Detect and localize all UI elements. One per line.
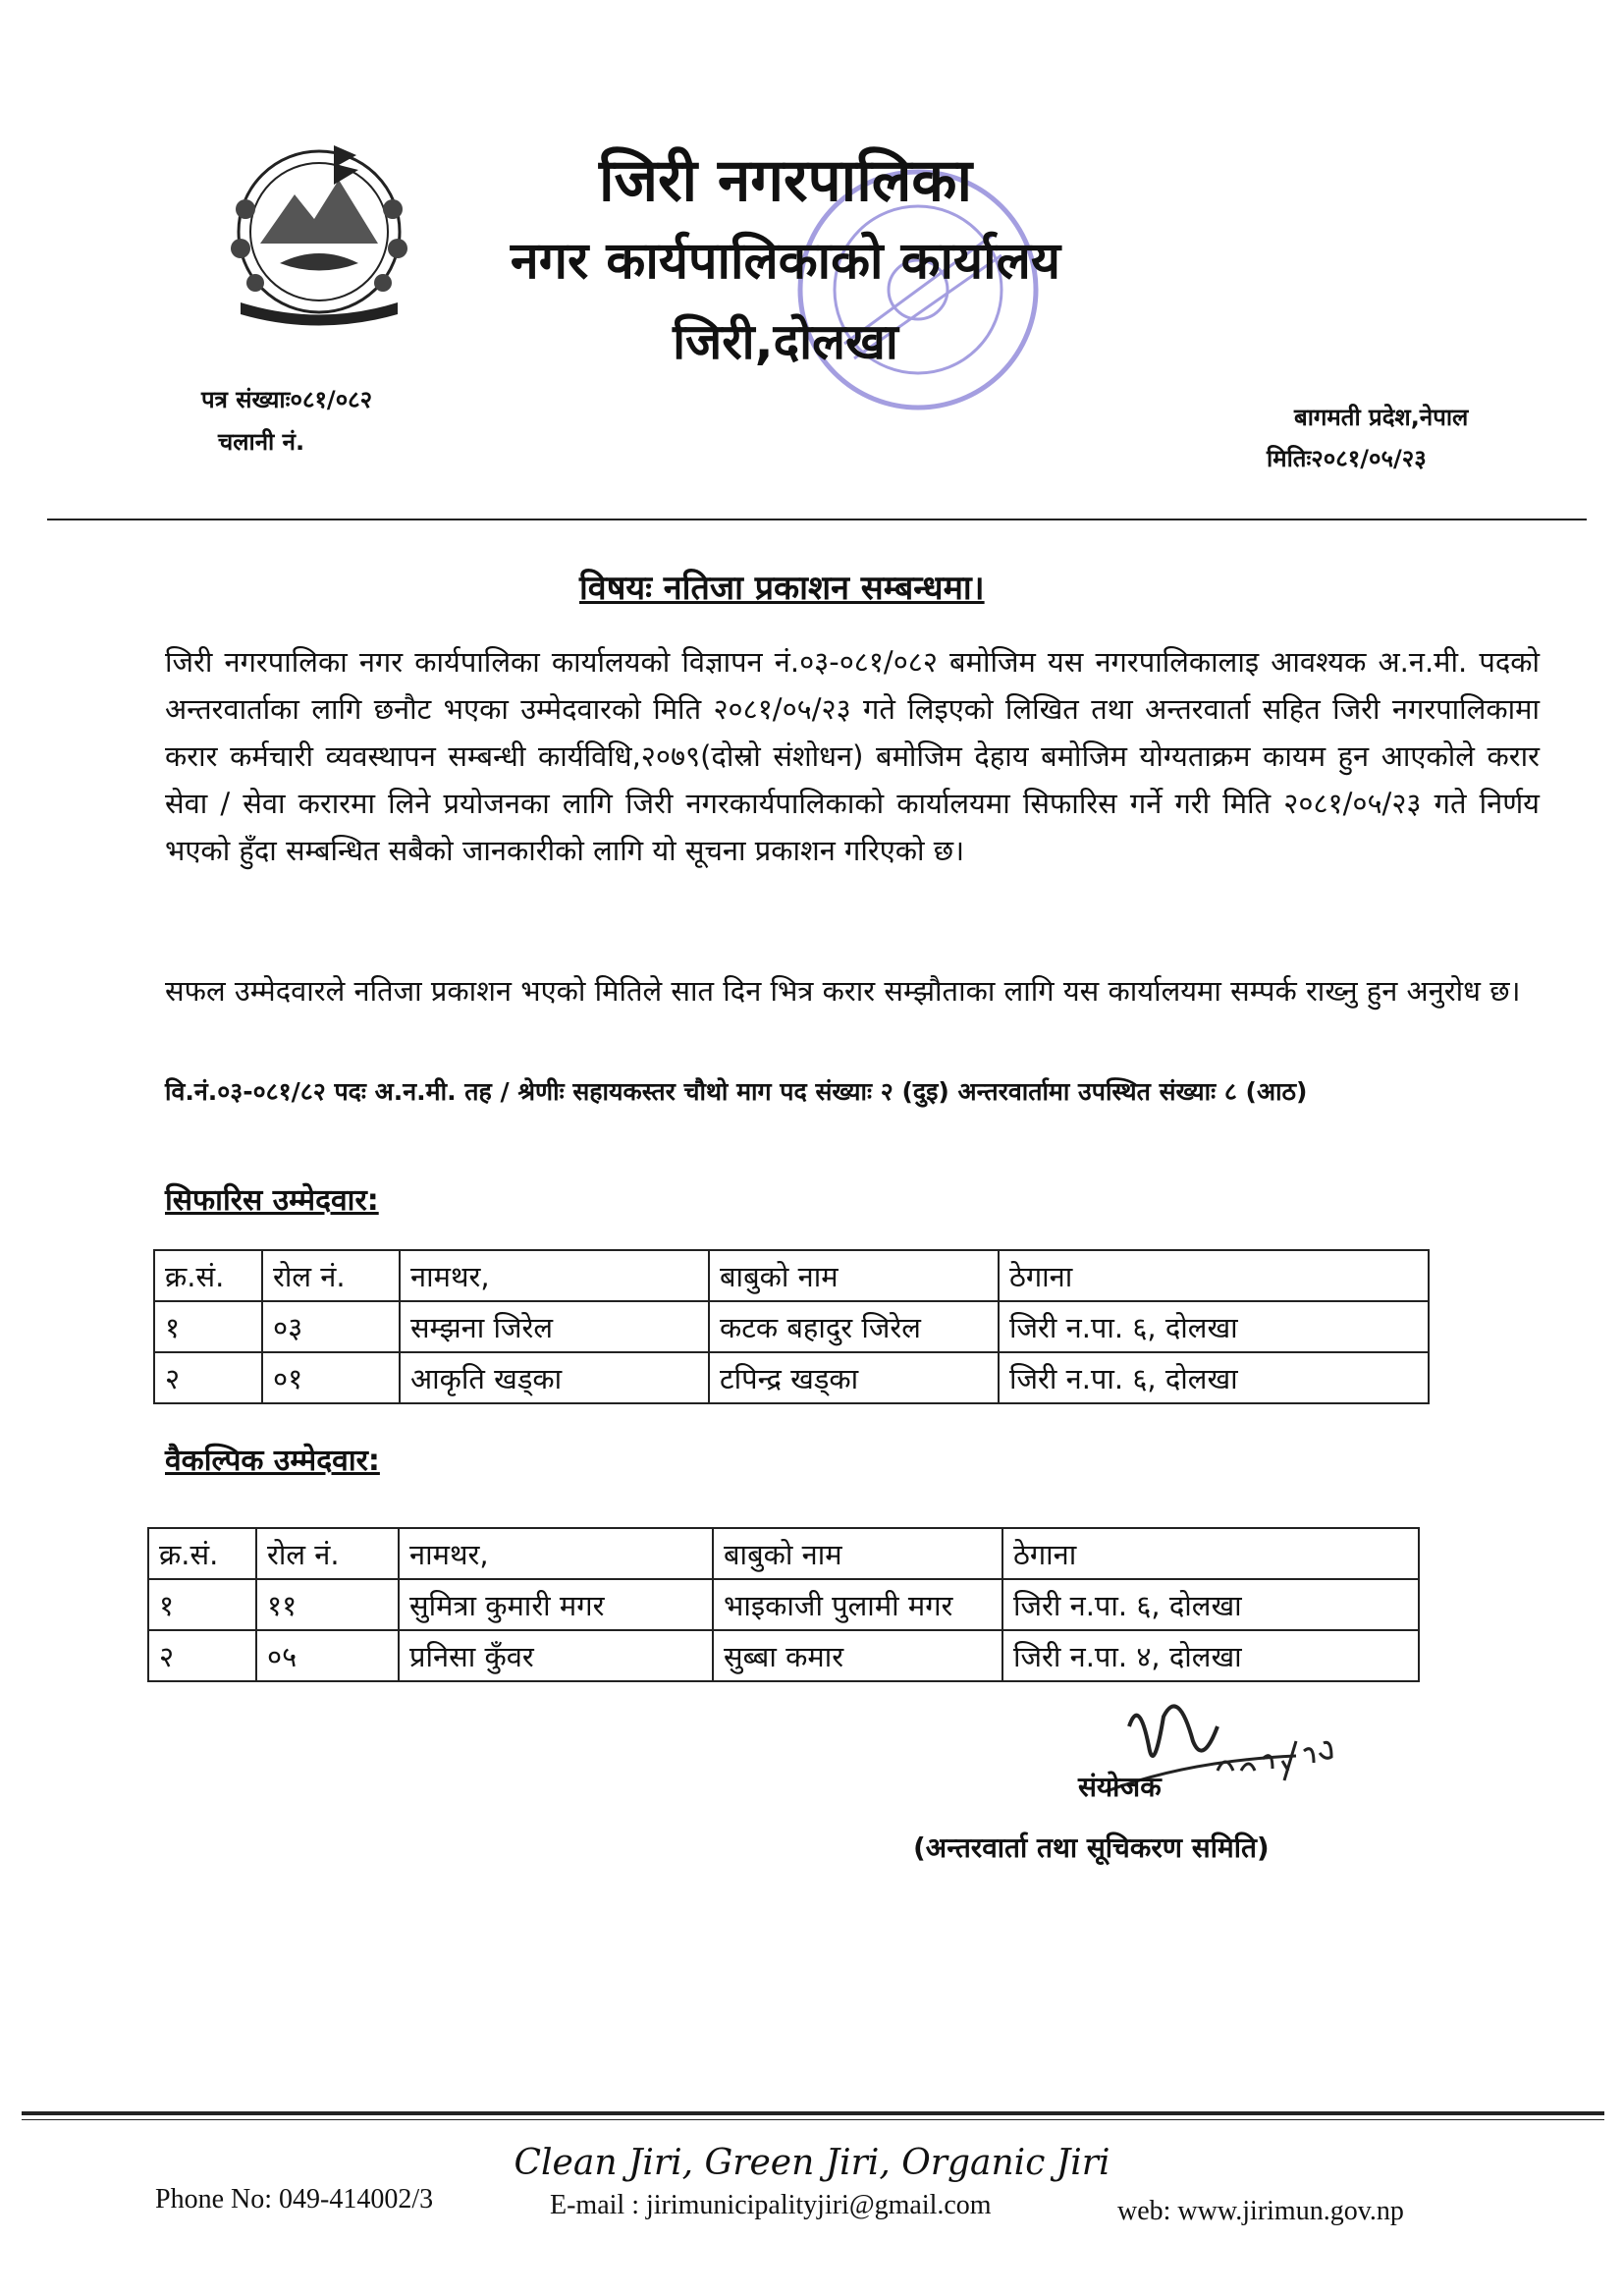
subject-line: विषयः नतिजा प्रकाशन सम्बन्धमा। [579, 569, 985, 608]
table-cell: ११ [256, 1579, 399, 1630]
table-cell: ०५ [256, 1630, 399, 1681]
column-header: क्र.सं. [154, 1250, 262, 1301]
letter-date: मितिः२०८१/०५/२३ [1267, 445, 1427, 472]
table-cell: सुमित्रा कुमारी मगर [399, 1579, 713, 1630]
table-cell: टपिन्द्र खड्का [709, 1352, 999, 1403]
column-header: नामथर, [399, 1528, 713, 1579]
alternate-heading: वैकल्पिक उम्मेदवार: [165, 1444, 380, 1478]
column-header: नामथर, [400, 1250, 709, 1301]
dispatch-number: चलानी नं. [218, 428, 305, 456]
header-divider [47, 519, 1587, 520]
table-row [148, 1579, 1419, 1630]
province-label: बागमती प्रदेश,नेपाल [1294, 404, 1469, 431]
table-cell: १ [148, 1579, 256, 1630]
table-cell: भाइकाजी पुलामी मगर [713, 1579, 1002, 1630]
table-cell: आकृति खड्का [400, 1352, 709, 1403]
column-header: रोल नं. [256, 1528, 399, 1579]
recommended-table [153, 1249, 1430, 1404]
alternate-table [147, 1527, 1420, 1682]
column-header: ठेगाना [1002, 1528, 1419, 1579]
municipality-name: जिरी नगरपालिका [598, 146, 973, 215]
footer-website: web: www.jirimun.gov.np [1117, 2196, 1404, 2226]
column-header: बाबुको नाम [713, 1528, 1002, 1579]
notice-paragraph-2: सफल उम्मेदवारले नतिजा प्रकाशन भएको मितिले सात दिन भित्र करार सम्झौताका लागि यस कार्यालयमा सम्पर्क राख्नु हुन अनुरोध छ। [165, 974, 1521, 1008]
vacancy-details: वि.नं.०३-०८१/८२ पदः अ.न.मी. तह / श्रेणीः सहायकस्तर चौथो माग पद संख्याः २ (दुइ) अन्तरवार्तामा उपस्थित संख्याः ८ (आठ) [165, 1077, 1308, 1106]
table-cell: ०१ [262, 1352, 400, 1403]
table-header-row [154, 1250, 1429, 1301]
nepal-emblem-icon [201, 126, 437, 332]
table-row [148, 1630, 1419, 1681]
table-cell: कटक बहादुर जिरेल [709, 1301, 999, 1352]
table-cell: सम्झना जिरेल [400, 1301, 709, 1352]
recommended-heading: सिफारिस उम्मेदवार: [165, 1183, 379, 1218]
table-cell: सुब्बा कमार [713, 1630, 1002, 1681]
table-cell: प्रनिसा कुँवर [399, 1630, 713, 1681]
signatory-title: संयोजक [1078, 1771, 1162, 1803]
footer-divider-thin [22, 2119, 1604, 2120]
column-header: क्र.सं. [148, 1528, 256, 1579]
column-header: बाबुको नाम [709, 1250, 999, 1301]
table-cell: १ [154, 1301, 262, 1352]
table-row [154, 1352, 1429, 1403]
committee-name: (अन्तरवार्ता तथा सूचिकरण समिति) [913, 1831, 1270, 1864]
column-header: रोल नं. [262, 1250, 400, 1301]
table-cell: जिरी न.पा. ६, दोलखा [999, 1301, 1429, 1352]
footer-phone: Phone No: 049-414002/3 [155, 2184, 434, 2214]
footer-email: E-mail : jirimunicipalityjiri@gmail.com [550, 2190, 992, 2220]
office-location: जिरी,दोलखा [673, 313, 898, 370]
office-name: नगर कार्यपालिकाको कार्यालय [510, 232, 1061, 291]
letter-number: पत्र संख्याः०८१/०८२ [201, 386, 373, 413]
table-cell: जिरी न.पा. ६, दोलखा [1002, 1579, 1419, 1630]
table-cell: जिरी न.पा. ४, दोलखा [1002, 1630, 1419, 1681]
table-row [154, 1301, 1429, 1352]
column-header: ठेगाना [999, 1250, 1429, 1301]
table-cell: जिरी न.पा. ६, दोलखा [999, 1352, 1429, 1403]
footer-divider [22, 2111, 1604, 2115]
table-cell: २ [148, 1630, 256, 1681]
table-cell: ०३ [262, 1301, 400, 1352]
table-header-row [148, 1528, 1419, 1579]
table-cell: २ [154, 1352, 262, 1403]
footer-slogan: Clean Jiri, Green Jiri, Organic Jiri [514, 2143, 1110, 2183]
notice-paragraph-1: जिरी नगरपालिका नगर कार्यपालिका कार्यालयको विज्ञापन नं.०३-०८१/०८२ बमोजिम यस नगरपालिकालाइ आवश्यक अ.न.मी. पदको अन्तरवार्ताका लागि छनौट भएका उम्मेदवारको मिति २०८१/०५/२३ गते लिइएको लिखित तथा अन्तरवार्ता सहित जिरी नगरपालिकामा करार कर्मचारी व्यवस्थापन सम्बन्धी कार्यविधि,२०७९(दोस्रो संशोधन) बमोजिम देहाय बमोजिम योग्यताक्रम कायम हुन आएकोले करार सेवा / सेवा करारमा लिने प्रयोजनका लागि जिरी नगरकार्यपालिकाको कार्यालयमा सिफारिस गर्ने गरी मिति २०८१/०५/२३ गते निर्णय भएको हुँदा सम्बन्धित सबैको जानकारीको लागि यो सूचना प्रकाशन गरिएको छ। [165, 645, 1540, 867]
